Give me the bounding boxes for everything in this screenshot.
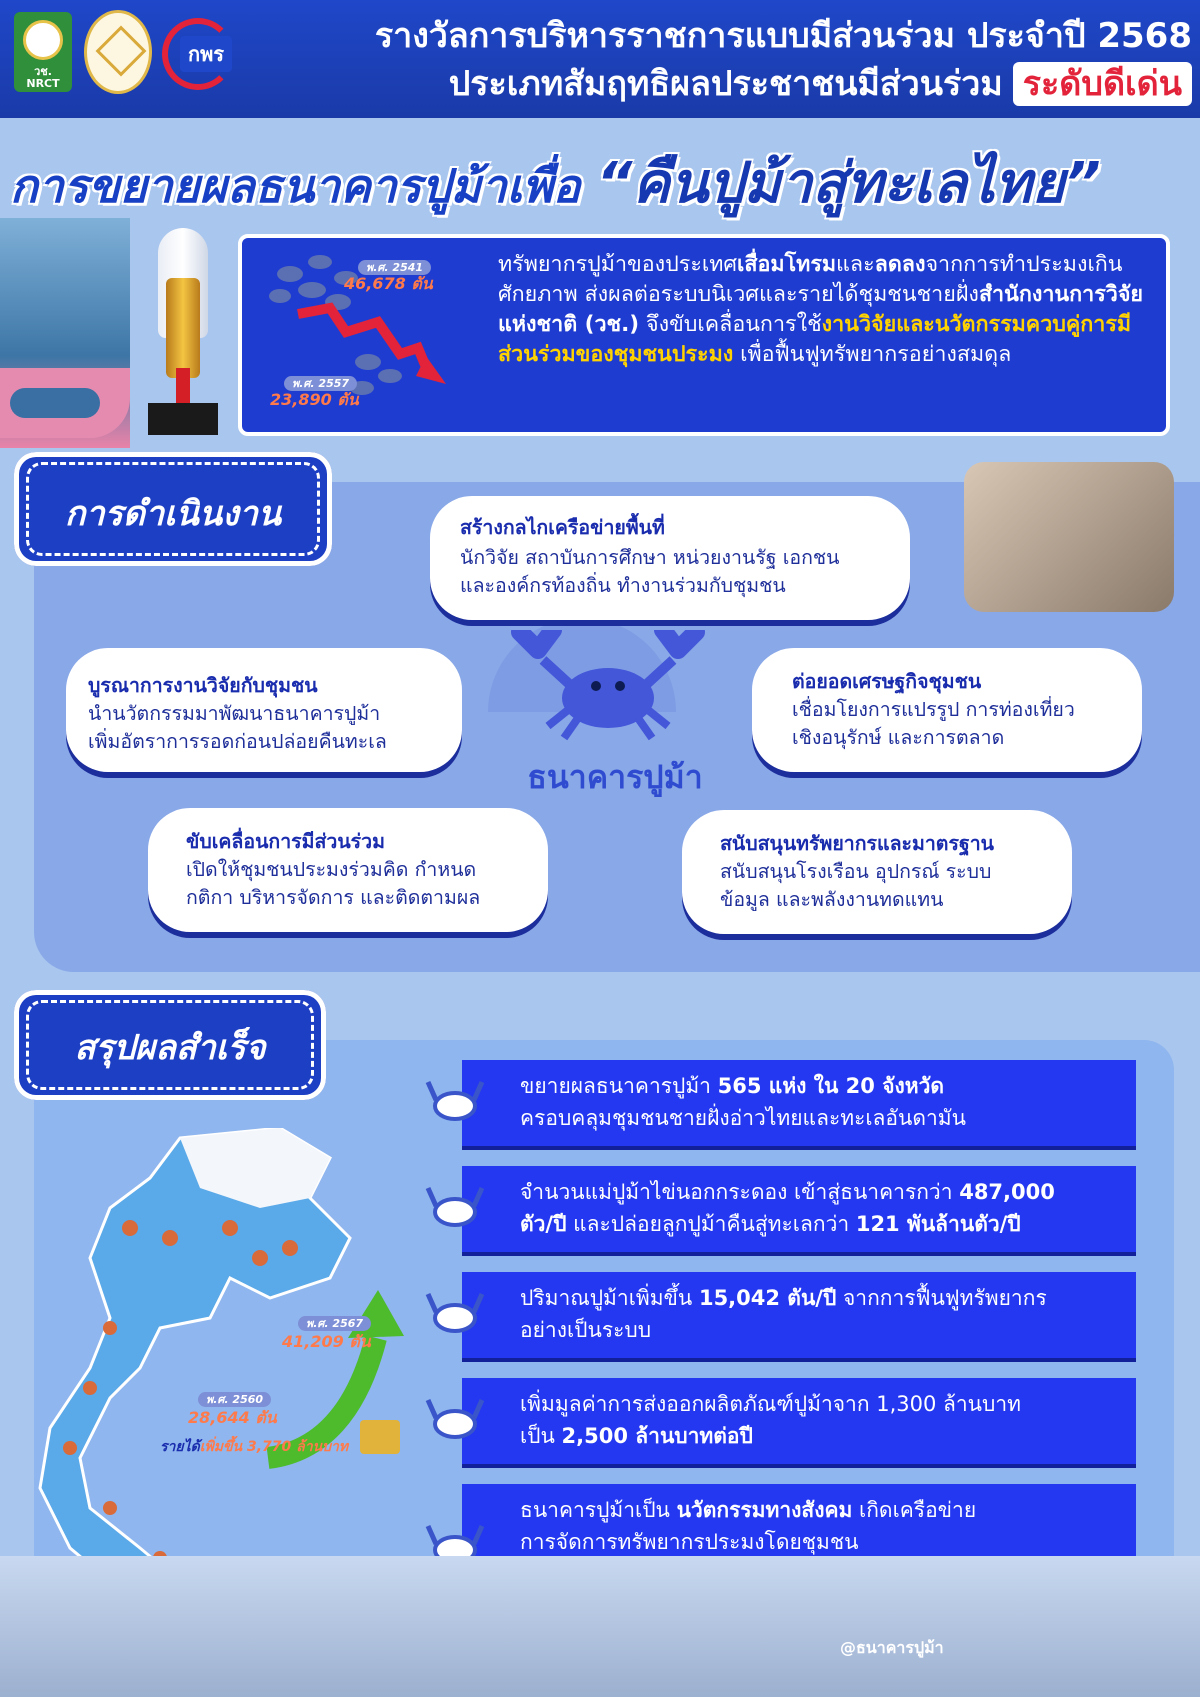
results-section-badge: [14, 990, 326, 1100]
card-line2: เชิงอนุรักษ์ และการตลาด: [792, 726, 1005, 749]
card-line2: ข้อมูล และพลังงานทดแทน: [720, 888, 944, 911]
result-emphasis: ตัว/ปี: [520, 1212, 567, 1236]
stat-2567-value: 41,209 ตัน: [282, 1332, 371, 1351]
award-level-badge: ระดับดีเด่น: [1013, 62, 1192, 106]
award-logo: [84, 10, 152, 94]
result-line2: การจัดการทรัพยากรประมงโดยชุมชน: [520, 1530, 859, 1554]
stat-2560-value: 28,644 ตัน: [188, 1408, 277, 1427]
card-line1: สนับสนุนโรงเรือน อุปกรณ์ ระบบ: [720, 860, 992, 883]
operation-card-participation: [148, 808, 548, 932]
header-title-line2: [280, 62, 1192, 106]
intro-text-degraded: เสื่อมโทรม: [737, 252, 837, 277]
revenue-value: เพิ่มขึ้น 3,770 ล้านบาท: [199, 1439, 349, 1455]
stat-2541-value: 46,678 ตัน: [344, 274, 433, 293]
stat-2567-year: พ.ศ. 2567: [298, 1316, 371, 1331]
operations-section-badge: [14, 452, 332, 566]
stat-2567-tag: [298, 1312, 371, 1332]
result-line1: [520, 1494, 1080, 1527]
crab-in-hand-photo: [964, 462, 1174, 612]
operation-card-network: [430, 496, 910, 620]
crab-pile-shape: [10, 388, 100, 418]
crab-bank-label: ธนาคารปูม้า: [527, 758, 703, 796]
page-title-emphasis: “คืนปูม้าสู่ทะเลไทย”: [596, 151, 1101, 216]
operation-card-economy: [752, 648, 1142, 772]
card-line2: และองค์กรท้องถิ่น ทำงานร่วมกับชุมชน: [460, 574, 786, 597]
crab-icon: [424, 1072, 486, 1134]
nrct-seal-icon: [23, 20, 63, 60]
result-text: ปริมาณปูม้าเพิ่มขึ้น: [520, 1286, 699, 1310]
result-emphasis: 565 แห่ง ใน 20 จังหวัด: [717, 1074, 945, 1098]
result-line1: [520, 1176, 1080, 1209]
trophy-gold: [166, 278, 200, 378]
crab-icon: [424, 1284, 486, 1346]
card-title: ขับเคลื่อนการมีส่วนร่วม: [186, 830, 385, 853]
intro-text-highlight: งานวิจัยและนวัตกรรมควบคู่การมีส่วนร่วมของชุมชนประมง: [498, 312, 1132, 367]
fishing-boat-photo: [0, 218, 130, 448]
result-item-1: [462, 1060, 1136, 1146]
card-title: บูรณาการงานวิจัยกับชุมชน: [88, 674, 318, 697]
coin-stack-icon: [360, 1420, 400, 1454]
card-line2: เพิ่มอัตราการรอดก่อนปล่อยคืนทะเล: [88, 730, 387, 753]
result-line2: [520, 1420, 1080, 1453]
stat-2541-year: พ.ศ. 2541: [358, 260, 431, 275]
card-line1: เปิดให้ชุมชนประมงร่วมคิด กำหนด: [186, 858, 477, 881]
revenue-label: รายได้: [160, 1439, 200, 1455]
stat-2560-tag: [198, 1388, 271, 1408]
results-section-title: สรุปผลสำเร็จ: [74, 1028, 266, 1068]
result-line2: อย่างเป็นระบบ: [520, 1318, 652, 1342]
operation-card-resources: [682, 810, 1072, 934]
intro-text-3: จึงขับเคลื่อนการใช้: [639, 312, 822, 337]
crab-icon: [424, 1390, 486, 1452]
opdc-logo: [162, 18, 252, 92]
opdc-logo-text: กพร: [180, 36, 232, 72]
stat-2557-value: 23,890 ตัน: [270, 390, 359, 409]
card-title: สร้างกลไกเครือข่ายพื้นที่: [460, 516, 665, 539]
result-line1: [520, 1070, 1080, 1103]
result-text: และปล่อยลูกปูม้าคืนสู่ทะเลกว่า: [566, 1212, 856, 1236]
page-title-prefix: การขยายผลธนาคารปูม้าเพื่อ: [10, 159, 581, 213]
result-line1: [520, 1282, 1080, 1315]
card-line1: นำนวัตกรรมมาพัฒนาธนาคารปูม้า: [88, 702, 381, 725]
intro-text-decreased: ลดลง: [874, 252, 926, 277]
result-text: จำนวนแม่ปูม้าไข่นอกกระดอง เข้าสู่ธนาคารกว่า: [520, 1180, 960, 1204]
nrct-logo-text: วช. NRCT: [26, 65, 60, 90]
header-category: ประเภทสัมฤทธิผลประชาชนมีส่วนร่วม: [448, 64, 1003, 104]
community-photo-strip: [0, 1556, 1200, 1697]
result-emphasis: 15,042 ตัน/ปี: [698, 1286, 837, 1310]
intro-paragraph: [498, 250, 1158, 370]
page-title: [10, 138, 1190, 227]
trophy-base: [148, 403, 218, 435]
result-line2: ครอบคลุมชุมชนชายฝั่งอ่าวไทยและทะเลอันดามัน: [520, 1106, 966, 1130]
intro-text-2: จากการทำประมงเกินศักยภาพ ส่งผลต่อระบบนิเวศและรายได้ชุมชนชายฝั่ง: [498, 252, 1123, 307]
card-line2: กติกา บริหารจัดการ และติดตามผล: [186, 886, 481, 909]
result-line2: [520, 1208, 1080, 1241]
operation-card-research: [66, 648, 462, 772]
card-title: สนับสนุนทรัพยากรและมาตรฐาน: [720, 832, 994, 855]
revenue-increase: [160, 1436, 348, 1458]
diamond-icon: [96, 26, 147, 77]
result-emphasis: นวัตกรรมทางสังคม: [676, 1498, 853, 1522]
header-title-line1: รางวัลการบริหารราชการแบบมีส่วนร่วม ประจำปี 2568: [374, 16, 1192, 56]
intro-text-1: ทรัพยากรปูม้าของประเทศ: [498, 252, 738, 277]
intro-text-4: เพื่อฟื้นฟูทรัพยากรอย่างสมดุล: [733, 342, 1012, 367]
photo-credit: @ธนาคารปูม้า: [840, 1638, 944, 1657]
result-emphasis: 487,000: [959, 1180, 1055, 1204]
result-item-2: [462, 1166, 1136, 1252]
result-emphasis: 2,500 ล้านบาทต่อปี: [561, 1424, 753, 1448]
result-line1: เพิ่มมูลค่าการส่งออกผลิตภัณฑ์ปูม้าจาก 1,300 ล้านบาท: [520, 1392, 1022, 1416]
card-line1: นักวิจัย สถาบันการศึกษา หน่วยงานรัฐ เอกชน: [460, 546, 840, 569]
result-text: ขยายผลธนาคารปูม้า: [520, 1074, 718, 1098]
result-text: ธนาคารปูม้าเป็น: [520, 1498, 677, 1522]
trophy-ribbon: [176, 368, 190, 408]
result-item-4: [462, 1378, 1136, 1464]
intro-text-and: และ: [836, 252, 875, 277]
trophy-image: [148, 228, 218, 438]
result-item-3: [462, 1272, 1136, 1358]
nrct-logo: [14, 12, 72, 92]
crab-icon: [508, 630, 708, 750]
result-text: เกิดเครือข่าย: [852, 1498, 977, 1522]
stat-2560-year: พ.ศ. 2560: [198, 1392, 271, 1407]
result-emphasis: 121 พันล้านตัว/ปี: [855, 1212, 1021, 1236]
card-title: ต่อยอดเศรษฐกิจชุมชน: [792, 670, 982, 693]
intro-text-nrct: สำนักงานการวิจัยแห่งชาติ (วช.): [498, 282, 1144, 337]
result-text: จากการฟื้นฟูทรัพยากร: [836, 1286, 1047, 1310]
stat-2557-year: พ.ศ. 2557: [284, 376, 357, 391]
card-line1: เชื่อมโยงการแปรรูป การท่องเที่ยว: [792, 698, 1075, 721]
crab-icon: [424, 1178, 486, 1240]
result-text: เป็น: [520, 1424, 562, 1448]
operations-section-title: การดำเนินงาน: [64, 494, 282, 534]
